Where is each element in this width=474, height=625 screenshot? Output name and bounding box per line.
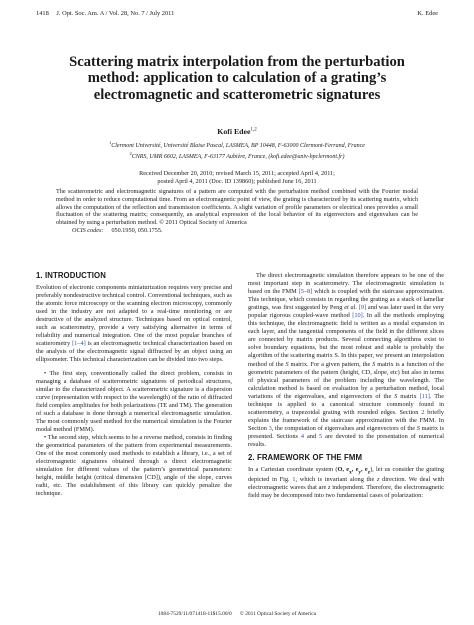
right-column bbox=[248, 272, 444, 501]
affiliation-1: $^1$Clermont Université, Université Blaise Pascal, LASMEA, BP 10448, F-63000 Clermont-Ferrand, France bbox=[109, 140, 365, 149]
affiliation-2: $^2$CNRS, UMR 6602, LASMEA, F-63177 Aubière, France, (kofi.edee@univ-bpclermont.fr) bbox=[129, 151, 345, 161]
abstract-text: The scatterometric and electromagnetic signatures of a pattern are computed with the perturbation method combined with the Fourier modal method in order to reduce computational time. From an electromagnetic point of view, the grating is characterized by its scattering matrix, which allows the computation of the reflection and transmission coefficients. A slight variation of profile parameters or electrical ones provides a small fluctuation of the scattering matrix; consequently, an analytical expression of the local behavior of its eigenvectors and eigenvalues can be obtained by using a perturbation method. © 2011 Optical Society of America bbox=[56, 188, 418, 227]
figure-link[interactable]: 1 bbox=[292, 476, 296, 484]
author-affil-marks: 1,2 bbox=[250, 127, 257, 133]
section-link[interactable]: 4 bbox=[300, 432, 305, 440]
section-link[interactable]: 2 bbox=[421, 408, 425, 416]
title-line: Scattering matrix interpolation from the perturbation bbox=[69, 54, 405, 70]
basis-vectors: O, $e_x$, $e_y$, $e_z$ bbox=[337, 466, 371, 476]
running-head bbox=[36, 10, 438, 17]
article-code: 1084-7529/11/071418-11$15.00/0 bbox=[157, 611, 232, 617]
left-column bbox=[36, 272, 232, 498]
journal-citation: J. Opt. Soc. Am. A / Vol. 28, No. 7 / July 2011 bbox=[56, 10, 175, 17]
paper-title bbox=[40, 54, 434, 103]
publication-dates: Received December 20, 2010; revised March 15, 2011; accepted April 4, 2011; posted April 4, 2011 (Doc. ID 139860); published June 16, 2011 bbox=[139, 170, 335, 185]
section-link[interactable]: 3 bbox=[268, 424, 272, 432]
affiliations bbox=[0, 139, 474, 162]
paragraph: Evolution of electronic components miniaturization requires very precise and preferably nondestructive technical control. Conventional techniques, such as the atomic force microscopy or the scanning electron microscopy, commonly used in the industry are not adapted to a real-time monitoring or are destructive of the analyzed structure. Techniques based on optical control, such as scatterometry, provide a very satisfying alternative in terms of reliability and numerical integration. One of the most popular branches of scatterometry [1–4] is an electromagnetic technical characterization based on the analysis of the electromagnetic signal diffracted by an object using an ellipsometer. This technical characterization can be divided into two steps. bbox=[36, 284, 233, 364]
citation-link[interactable]: [5–8] bbox=[298, 288, 313, 296]
author-name: Kofi Edee bbox=[217, 127, 251, 136]
paragraph: • The first step, conventionally called the direct problem, consists in managing a database of scatterometric signatures of periodical structures, similar to the characterized object. A scatterometric signature is a dispersion curve (representation with respect to the wavelength) of the ratio of diffracted field complex amplitudes for both polarizations (TE and TM). The generation of such a database is done through a numerical electromagnetic simulation. The most commonly used method for the numerical simulation is the Fourier modal method (FMM). bbox=[36, 369, 232, 433]
paragraph: The direct electromagnetic simulation therefore appears to be one of the most important step in scatterometry. The electromagnetic simulation is based on the FMM [5–8] which is coupled with the staircase approximation. This technique, which consists in regarding the grating as a stack of lamellar gratings, was first suggested by Peng et al. [9] and was later used in the very popular rigorous coupled-wave method [10]. In all the methods employing this technique, the electromagnetic field is written as a modal expansion in each layer, and the tangential components of the field in the different slices are connected by matrix products. Several connecting algorithms exist to solve boundary equations, but the most robust and stable is probably the algorithm of the scattering matrix S. In this paper, we present an interpolation method of the S matrix. For a given pattern, the S matrix is a function of the geometric parameters of the pattern (height, CD, slope, etc) but also in terms of physical parameters of the problem including the wavelength. The calculation method is based on evaluation by a perturbation method, local variations of the eigenvalues, and eigenvectors of the S matrix [11]. The technique is applied to a canonical structure commonly found in scatterometry, a trapezoidal grating with rounded edges. Section 2 briefly explains the framework of the staircase approximation with the FMM. In Section 3, the computation of eigenvalues and eigenvectors of the S matrix is presented. Sections 4 and 5 are devoted to the presentation of numerical results. bbox=[248, 272, 445, 448]
section-heading-framework: 2. FRAMEWORK OF THE FMM bbox=[248, 453, 363, 463]
abstract bbox=[56, 188, 418, 235]
page-number: 1418 bbox=[36, 10, 49, 17]
copyright: © 2011 Optical Society of America bbox=[239, 611, 316, 617]
running-head-author: K. Edee bbox=[417, 10, 438, 17]
citation-link[interactable]: [1–4] bbox=[72, 340, 86, 348]
section-heading-introduction: 1. INTRODUCTION bbox=[36, 271, 106, 280]
paragraph: In a Cartesian coordinate system (O, $e_x$, $e_y$, $e_z$), let us consider the grating depicted in Fig. 1, which is invariant along the z direction. We deal with electromagnetic waves that are z independent. Therefore, the electromagnetic field may be decomposed into two fundamental cases of polarization: bbox=[248, 466, 445, 500]
page-footer bbox=[0, 611, 474, 617]
title-line: method: application to calculation of a grating’s bbox=[87, 70, 387, 87]
citation-link[interactable]: [10] bbox=[352, 312, 363, 320]
author-line bbox=[0, 127, 474, 136]
citation-link[interactable]: [11] bbox=[419, 392, 430, 400]
citation-link[interactable]: [9] bbox=[358, 304, 367, 312]
paragraph: • The second step, which seems to be a reverse method, consists in finding the geometrical parameters of the pattern from experimental measurements. One of the most commonly used methods to establish a library, i.e., a set of electromagnetic signatures obtained through a direct electromagnetic simulation for different values of the pattern’s geometrical parameters: height, middle height (critical dimension [CD]), angle of the slope, curves radii, etc. The establishment of this library can quickly penalize the technique. bbox=[36, 433, 232, 498]
ocis-codes: OCIS codes: 050.1950, 050.1755. bbox=[72, 226, 163, 234]
title-line: electromagnetic and scatterometric signatures bbox=[93, 86, 381, 103]
section-link[interactable]: 5 bbox=[318, 432, 323, 440]
